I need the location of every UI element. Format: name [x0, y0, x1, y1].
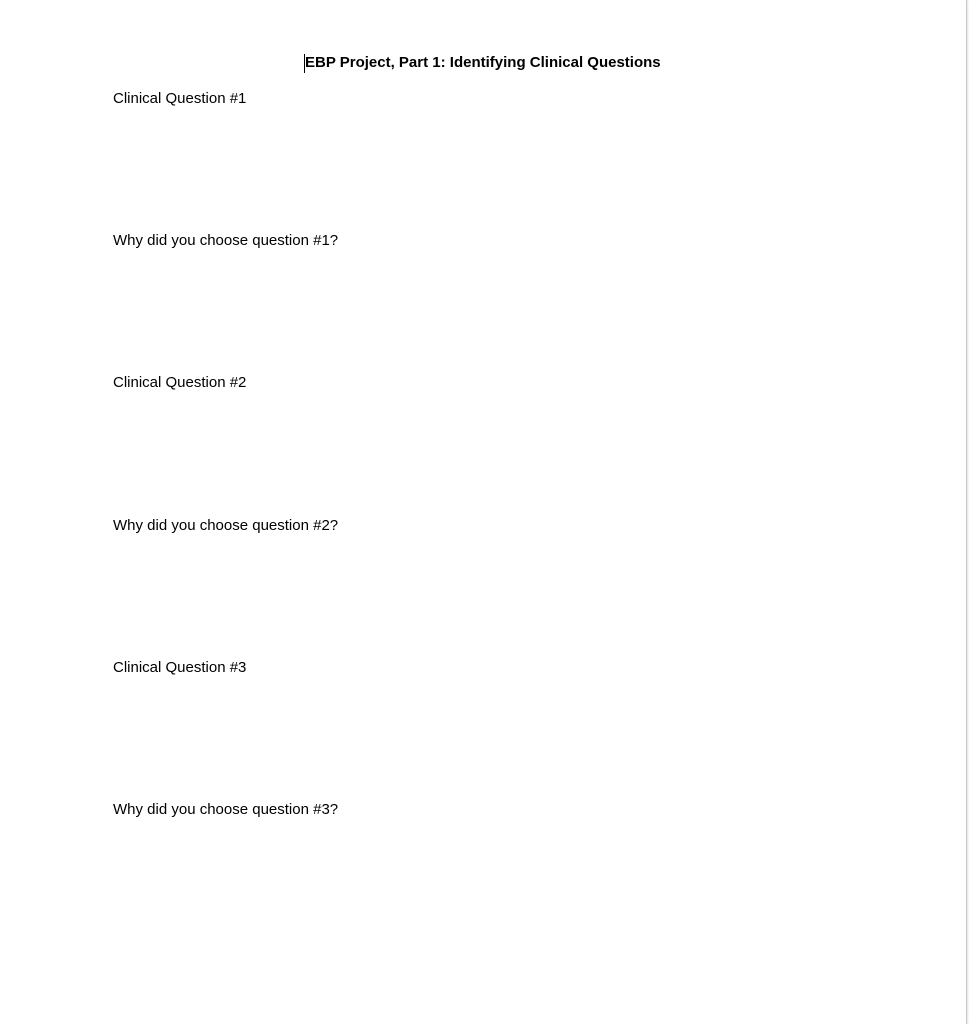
clinical-question-3-label[interactable]: Clinical Question #3 — [113, 659, 247, 676]
clinical-question-1-label[interactable]: Clinical Question #1 — [113, 90, 247, 107]
document-title[interactable]: EBP Project, Part 1: Identifying Clinical Questions — [305, 54, 661, 71]
clinical-question-2-label[interactable]: Clinical Question #2 — [113, 374, 247, 391]
clinical-question-2-answer-area[interactable] — [113, 396, 853, 496]
clinical-question-3-answer-area[interactable] — [113, 681, 853, 781]
why-question-1-answer-area[interactable] — [113, 254, 853, 354]
why-question-2-label[interactable]: Why did you choose question #2? — [113, 517, 339, 534]
why-question-1-label[interactable]: Why did you choose question #1? — [113, 232, 339, 249]
clinical-question-1-answer-area[interactable] — [113, 112, 853, 212]
why-question-3-answer-area[interactable] — [113, 823, 853, 923]
why-question-3-label[interactable]: Why did you choose question #3? — [113, 801, 339, 818]
why-question-2-answer-area[interactable] — [113, 539, 853, 639]
